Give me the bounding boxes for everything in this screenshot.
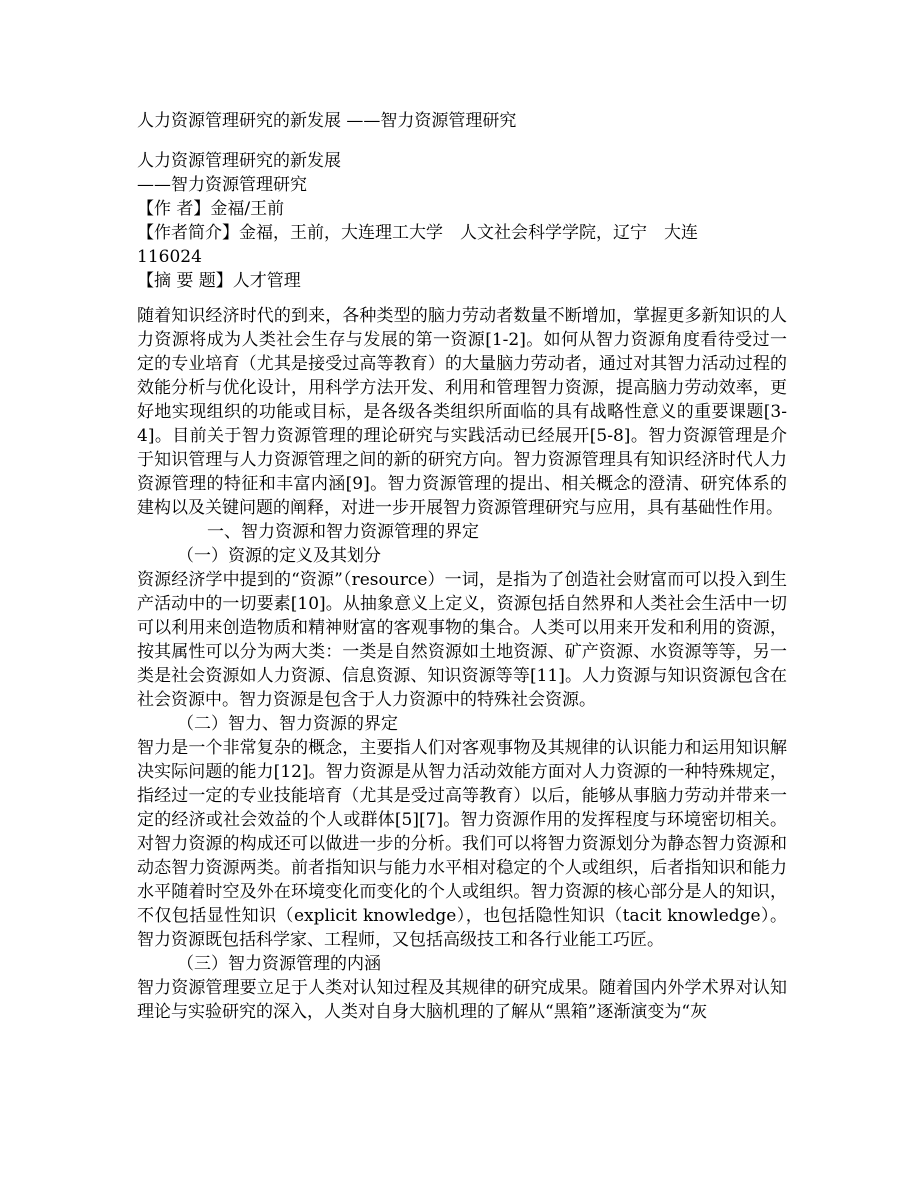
article-title-line2: ——智力资源管理研究 — [137, 175, 307, 195]
subsection3-paragraph: 智力资源管理要立足于人类对认知过程及其规律的研究成果。随着国内外学术界对认知理论与实验研究的深入，人类对自身大脑机理的了解从“黑箱”逐渐演变为“灰 — [137, 978, 787, 1022]
author-intro-line: 【作者简介】金福，王前，大连理工大学 人文社会科学学院，辽宁 大连 — [137, 223, 698, 243]
document-title: 人力资源管理研究的新发展 ——智力资源管理研究 — [137, 111, 517, 131]
postal-code-line: 116024 — [137, 247, 202, 267]
subsection1-heading: （一）资源的定义及其划分 — [177, 546, 381, 566]
subsection2-paragraph: 智力是一个非常复杂的概念，主要指人们对客观事物及其规律的认识能力和运用知识解决实际问题的能力[12]。智力资源是从智力活动效能方面对人力资源的一种特殊规定，指经过一定的专业技能培育（尤其是受过高等教育）以后，能够从事脑力劳动并带来一定的经济或社会效益的个人或群体[5][7]。智力资源作用的发挥程度与环境密切相关。对智力资源的构成还可以做进一步的分析。我们可以将智力资源划分为静态智力资源和动态智力资源两类。前者指知识与能力水平相对稳定的个人或组织，后者指知识和能力水平随着时空及外在环境变化而变化的个人或组织。智力资源的核心部分是人的知识，不仅包括显性知识（explicit knowledge），也包括隐性知识（tacit knowledge）。智力资源既包括科学家、工程师，又包括高级技工和各行业能工巧匠。 — [137, 738, 787, 950]
subsection3-heading: （三）智力资源管理的内涵 — [177, 954, 381, 974]
article-body — [137, 304, 787, 1024]
intro-paragraph: 随着知识经济时代的到来，各种类型的脑力劳动者数量不断增加，掌握更多新知识的人力资源将成为人类社会生存与发展的第一资源[1-2]。如何从智力资源角度看待受过一定的专业培育（尤其是接受过高等教育）的大量脑力劳动者，通过对其智力活动过程的效能分析与优化设计，用科学方法开发、利用和管理智力资源，提高脑力劳动效率，更好地实现组织的功能或目标，是各级各类组织所面临的具有战略性意义的重要课题[3-4]。目前关于智力资源管理的理论研究与实践活动已经展开[5-8]。智力资源管理是介于知识管理与人力资源管理之间的新的研究方向。智力资源管理具有知识经济时代人力资源管理的特征和丰富内涵[9]。智力资源管理的提出、相关概念的澄清、研究体系的建构以及关键问题的阐释，对进一步开展智力资源管理研究与应用，具有基础性作用。 — [137, 306, 787, 518]
author-line: 【作 者】金福/王前 — [137, 199, 285, 219]
article-header — [137, 149, 787, 293]
article-title-line1: 人力资源管理研究的新发展 — [137, 151, 341, 171]
subsection1-paragraph: 资源经济学中提到的“资源”（resource）一词，是指为了创造社会财富而可以投入到生产活动中的一切要素[10]。从抽象意义上定义，资源包括自然界和人类社会生活中一切可以利用来创造物质和精神财富的客观事物的集合。人类可以用来开发和利用的资源，按其属性可以分为两大类：一类是自然资源如土地资源、矿产资源、水资源等等，另一类是社会资源如人力资源、信息资源、知识资源等等[11]。人力资源与知识资源包含在社会资源中。智力资源是包含于人力资源中的特殊社会资源。 — [137, 570, 787, 710]
subject-line: 【摘 要 题】人才管理 — [137, 271, 301, 291]
subsection2-heading: （二）智力、智力资源的界定 — [177, 714, 398, 734]
section1-heading: 一、智力资源和智力资源管理的界定 — [207, 522, 479, 542]
